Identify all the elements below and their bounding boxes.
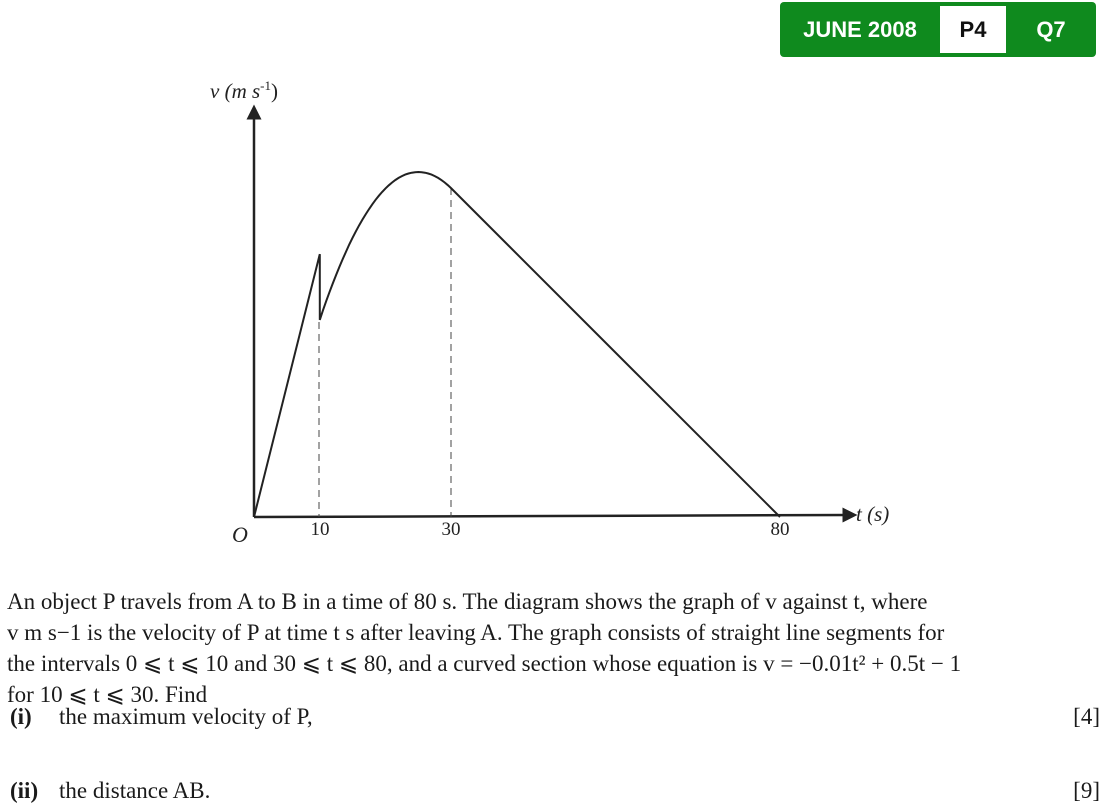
x-tick-10: 10 (310, 519, 330, 540)
part-ii-number: (ii) (10, 778, 39, 803)
question-line-3: the intervals 0 ⩽ t ⩽ 10 and 30 ⩽ t ⩽ 80, and a curved section whose equation is v = −0.01t² + 0.5t − 1 (7, 651, 962, 676)
question-number: Q7 (1036, 16, 1066, 42)
origin-label: O (232, 522, 248, 547)
velocity-curve (254, 172, 780, 517)
question-line-4: for 10 ⩽ t ⩽ 30. Find (7, 682, 208, 707)
part-i (0, 704, 1100, 736)
y-axis-label: v (m $s^{-1}$) (210, 78, 278, 103)
question-line-2: v m s−1 is the velocity of P at time t s after leaving A. The graph consists of straight line segments for (7, 620, 945, 645)
part-i-marks: [4] (1073, 704, 1100, 729)
x-axis-label: t (s) (856, 502, 890, 526)
question-text (7, 586, 1099, 710)
exam-date: JUNE 2008 (803, 16, 917, 42)
x-tick-80: 80 (770, 519, 790, 540)
part-i-text: the maximum velocity of P, (59, 704, 313, 729)
x-tick-30: 30 (441, 519, 461, 540)
part-ii-marks: [9] (1073, 778, 1100, 803)
part-ii (0, 778, 1100, 810)
part-i-number: (i) (10, 704, 32, 729)
x-axis (254, 515, 850, 517)
question-line-1: An object P travels from A to B in a time of 80 s. The diagram shows the graph of v against t, where (7, 589, 928, 614)
part-ii-text: the distance AB. (59, 778, 211, 803)
paper-label: P4 (940, 6, 1006, 53)
